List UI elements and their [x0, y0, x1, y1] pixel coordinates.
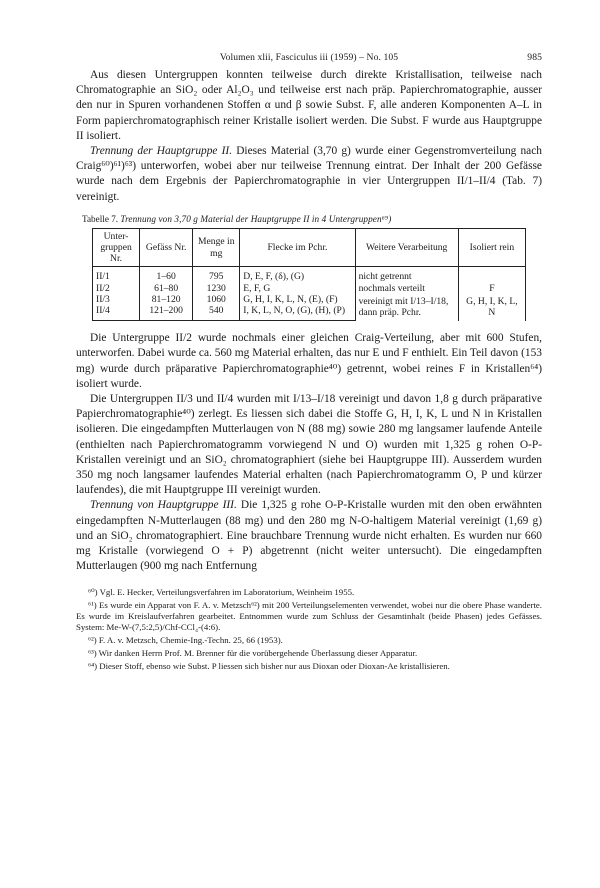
col-header-processing: Weitere Verarbeitung: [355, 228, 458, 267]
running-header: [76, 52, 542, 68]
footnote-61: ⁶¹) Es wurde ein Apparat von F. A. v. Metzsch⁶²) mit 200 Verteilungselementen verwendet, wobei nur die obere Phase wanderte. Es wurde im Kreislaufverfahren gearbeitet. Entnommen wurde zum Schluss der Gesamtinhalt (beide Phasen) jedes Gefässes. System: Me-W-(7,5:2,5)/Chf-CCl₄-(4:6).: [76, 599, 542, 632]
table-caption-label: Tabelle 7.: [82, 213, 119, 224]
col-header-vessels: Gefäss Nr.: [140, 228, 193, 267]
paragraph-4: Die Untergruppen II/3 und II/4 wurden mit I/13–I/18 vereinigt und davon 1,8 g durch präparative Papierchromatographie⁴⁰) zerlegt. Es liessen sich dabei die Stoffe G, H, I, K, L und N in Kristallen isolieren. Die eingedampften Mutterlaugen von N (88 mg) sowie 280 mg langsamer laufende Anteile (enthielten nach Papierchromatogramm vorwiegend N und O) wurden mit 1,325 g rohen O-P-Kristallen vereinigt und an SiO₂ chromatographiert (siehe bei Hauptgruppe III). Ausserdem wurden 350 mg noch langsamer laufendes Material erhalten (nach Papierchromatogramm O, P und kürzer laufendes), die mit Hauptgruppe III vereinigt wurden.: [76, 393, 542, 497]
footnote-62: ⁶²) F. A. v. Metzsch, Chemie-Ing.-Techn. 25, 66 (1953).: [88, 634, 283, 645]
cell-vessels: 61–80: [140, 283, 193, 294]
cell-mass: 540: [193, 305, 240, 321]
cell-isolated: F: [458, 283, 525, 294]
cell-processing: nochmals verteilt: [355, 283, 458, 294]
cell-processing: nicht getrennt: [355, 267, 458, 283]
table-row: [93, 283, 526, 294]
cell-mass: 1060: [193, 294, 240, 305]
cell-spots: E, F, G: [240, 283, 355, 294]
cell-mass: 795: [193, 267, 240, 283]
paragraph-5: [76, 498, 542, 574]
cell-spots: I, K, L, N, O, (G), (H), (P): [240, 305, 355, 321]
cell-vessels: 121–200: [140, 305, 193, 321]
table-caption: [82, 214, 542, 224]
table-row: [93, 267, 526, 283]
section-title-hauptgruppe-3: Trennung von Hauptgruppe III.: [90, 499, 237, 512]
paragraph-1: Aus diesen Untergruppen konnten teilweise durch direkte Kristallisation, teilweise nach Chromatographie an SiO₂ oder Al₂O₃ und teilweise erst nach präp. Papierchromatographie, ausser den nur in Spuren vorhandenen Stoffen α und β sowie Subst. F, alle anderen Komponenten A–L in Form papierchromatographisch reiner Kristalle isoliert werden. Die Subst. F wurde aus Hauptgruppe II isoliert.: [76, 69, 542, 142]
page-number: 985: [527, 52, 542, 63]
table-caption-title: Trennung von 3,70 g Material der Hauptgruppe II in 4 Untergruppen⁶⁹): [120, 213, 392, 224]
footnote-64: ⁶⁴) Dieser Stoff, ebenso wie Subst. P liessen sich bisher nur aus Dioxan oder Dioxan-Ae kristallisieren.: [88, 660, 450, 671]
cell-vessels: 1–60: [140, 267, 193, 283]
table-row: [93, 294, 526, 305]
fraction-table: [92, 228, 526, 321]
cell-group: II/2: [93, 283, 140, 294]
paragraph-3: Die Untergruppe II/2 wurde nochmals einer gleichen Craig-Verteilung, aber mit 600 Stufen, unterworfen. Dabei wurde ca. 560 mg Material erhalten, das nur E und F enthielt. Ein Teil davon (153 mg) wurde durch präparative Papierchromatographie⁴⁰) getrennt, wobei reines F in Kristallen⁶⁴) isoliert wurde.: [76, 332, 542, 390]
paragraph-2-text: Dieses Material (3,70 g) wurde einer Gegenstromverteilung nach Craig⁶⁰)⁶¹)⁶³) unterworfen, wobei aber nur teilweise Trennung eintrat. Der Inhalt der 200 Gefässe wurde nach dem Ergebnis der Papierchromatographie in vier Untergruppen II/1–II/4 (Tab. 7) vereinigt.: [76, 145, 542, 203]
cell-spots: G, H, I, K, L, N, (E), (F): [240, 294, 355, 305]
footnote-63: ⁶³) Wir danken Herrn Prof. M. Brenner für die vorübergehende Überlassung dieser Apparatur.: [88, 647, 418, 658]
footnotes: [76, 587, 542, 672]
col-header-isolated: Isoliert rein: [458, 228, 525, 267]
col-header-spots: Flecke im Pchr.: [240, 228, 355, 267]
cell-processing: vereinigt mit I/13–I/18, dann präp. Pchr.: [355, 294, 458, 321]
table-header-row: [93, 228, 526, 267]
body-text-continued: [76, 331, 542, 574]
cell-group: II/4: [93, 305, 140, 321]
col-header-group: Unter-gruppen Nr.: [93, 228, 140, 267]
footnote-60: ⁶⁰) Vgl. E. Hecker, Verteilungsverfahren im Laboratorium, Weinheim 1955.: [88, 586, 355, 597]
section-title-hauptgruppe-2: Trennung der Hauptgruppe II.: [90, 145, 233, 158]
cell-isolated: [458, 267, 525, 283]
running-head: Volumen xlii, Fasciculus iii (1959) – No. 105: [219, 52, 399, 63]
cell-group: II/3: [93, 294, 140, 305]
cell-group: II/1: [93, 267, 140, 283]
paragraph-5-text: Die 1,325 g rohe O-P-Kristalle wurden mit den oben erwähnten eingedampften N-Mutterlaugen (88 mg) und den 280 mg N-O-haltigem Material vereinigt (1,69 g) und an SiO₂ chromatographiert. Eine brauchbare Trennung wurde nicht erhalten. Es wurden nur 660 mg Kristalle (vorwiegend O + P) abgetrennt (nicht weiter untersucht). Die eingedampften Mutterlaugen (900 mg nach Entfernung: [76, 499, 543, 573]
cell-spots: D, E, F, (δ), (G): [240, 267, 355, 283]
col-header-mass: Menge in mg: [193, 228, 240, 267]
cell-isolated: G, H, I, K, L, N: [458, 294, 525, 321]
body-text: [76, 68, 542, 205]
cell-mass: 1230: [193, 283, 240, 294]
cell-vessels: 81–120: [140, 294, 193, 305]
journal-page: [76, 52, 542, 674]
paragraph-2: [76, 144, 542, 205]
